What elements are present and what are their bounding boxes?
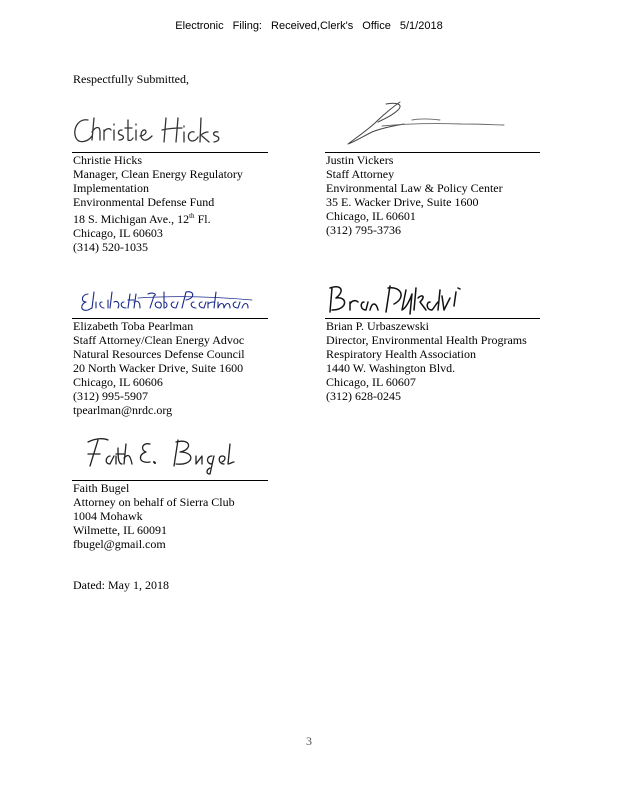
signatory-block-elizabeth-toba-pearlman bbox=[73, 319, 245, 417]
signatory-block-brian-urbaszewski bbox=[326, 319, 527, 403]
signatory-organization: Environmental Law & Policy Center bbox=[326, 181, 503, 195]
signatory-name: Faith Bugel bbox=[73, 481, 130, 495]
signature-christie-hicks bbox=[70, 110, 230, 152]
signatory-name: Justin Vickers bbox=[326, 153, 394, 167]
signatory-city: Chicago, IL 60601 bbox=[326, 209, 416, 223]
signatory-email: fbugel@gmail.com bbox=[73, 537, 166, 551]
signature-brian-urbaszewski bbox=[326, 280, 471, 318]
signatory-name: Brian P. Urbaszewski bbox=[326, 319, 429, 333]
signatory-address: 18 S. Michigan Ave., 12th Fl. bbox=[73, 212, 211, 226]
signatory-address: 1004 Mohawk bbox=[73, 509, 143, 523]
signatory-city: Chicago, IL 60606 bbox=[73, 375, 163, 389]
signatory-block-christie-hicks bbox=[73, 153, 243, 254]
signatory-phone: (312) 628-0245 bbox=[326, 389, 401, 403]
dated-line: Dated: May 1, 2018 bbox=[73, 578, 169, 592]
signatory-title: Director, Environmental Health Programs bbox=[326, 333, 527, 347]
signatory-city: Chicago, IL 60603 bbox=[73, 226, 163, 240]
signatory-organization: Respiratory Health Association bbox=[326, 347, 476, 361]
signatory-title: Attorney on behalf of Sierra Club bbox=[73, 495, 235, 509]
signatory-address: 20 North Wacker Drive, Suite 1600 bbox=[73, 361, 244, 375]
signatory-address: 1440 W. Washington Blvd. bbox=[326, 361, 456, 375]
signatory-address: 35 E. Wacker Drive, Suite 1600 bbox=[326, 195, 479, 209]
signatory-name: Christie Hicks bbox=[73, 153, 142, 167]
signatory-block-justin-vickers bbox=[326, 153, 503, 237]
closing-salutation: Respectfully Submitted, bbox=[73, 72, 189, 86]
signatory-email: tpearlman@nrdc.org bbox=[73, 403, 173, 417]
signatory-phone: (312) 995-5907 bbox=[73, 389, 148, 403]
page-number: 3 bbox=[306, 734, 312, 748]
electronic-filing-header: Electronic Filing: Received,Clerk's Office 5/1/2018 bbox=[175, 20, 443, 32]
signatory-city: Wilmette, IL 60091 bbox=[73, 523, 168, 537]
signature-faith-bugel bbox=[80, 432, 245, 476]
signatory-phone: (314) 520-1035 bbox=[73, 240, 148, 254]
signatory-title: Staff Attorney/Clean Energy Advoc bbox=[73, 333, 245, 347]
signatory-organization: Environmental Defense Fund bbox=[73, 195, 215, 209]
signatory-title: Staff Attorney bbox=[326, 167, 395, 181]
signatory-organization: Natural Resources Defense Council bbox=[73, 347, 245, 361]
signature-justin-vickers bbox=[342, 98, 512, 150]
signatory-block-faith-bugel bbox=[73, 481, 235, 551]
signatory-title: Manager, Clean Energy Regulatory bbox=[73, 167, 243, 181]
signatory-title-continued: Implementation bbox=[73, 181, 149, 195]
signatory-phone: (312) 795-3736 bbox=[326, 223, 401, 237]
signature-elizabeth-toba-pearlman bbox=[78, 288, 258, 316]
signatory-name: Elizabeth Toba Pearlman bbox=[73, 319, 194, 333]
signatory-city: Chicago, IL 60607 bbox=[326, 375, 416, 389]
